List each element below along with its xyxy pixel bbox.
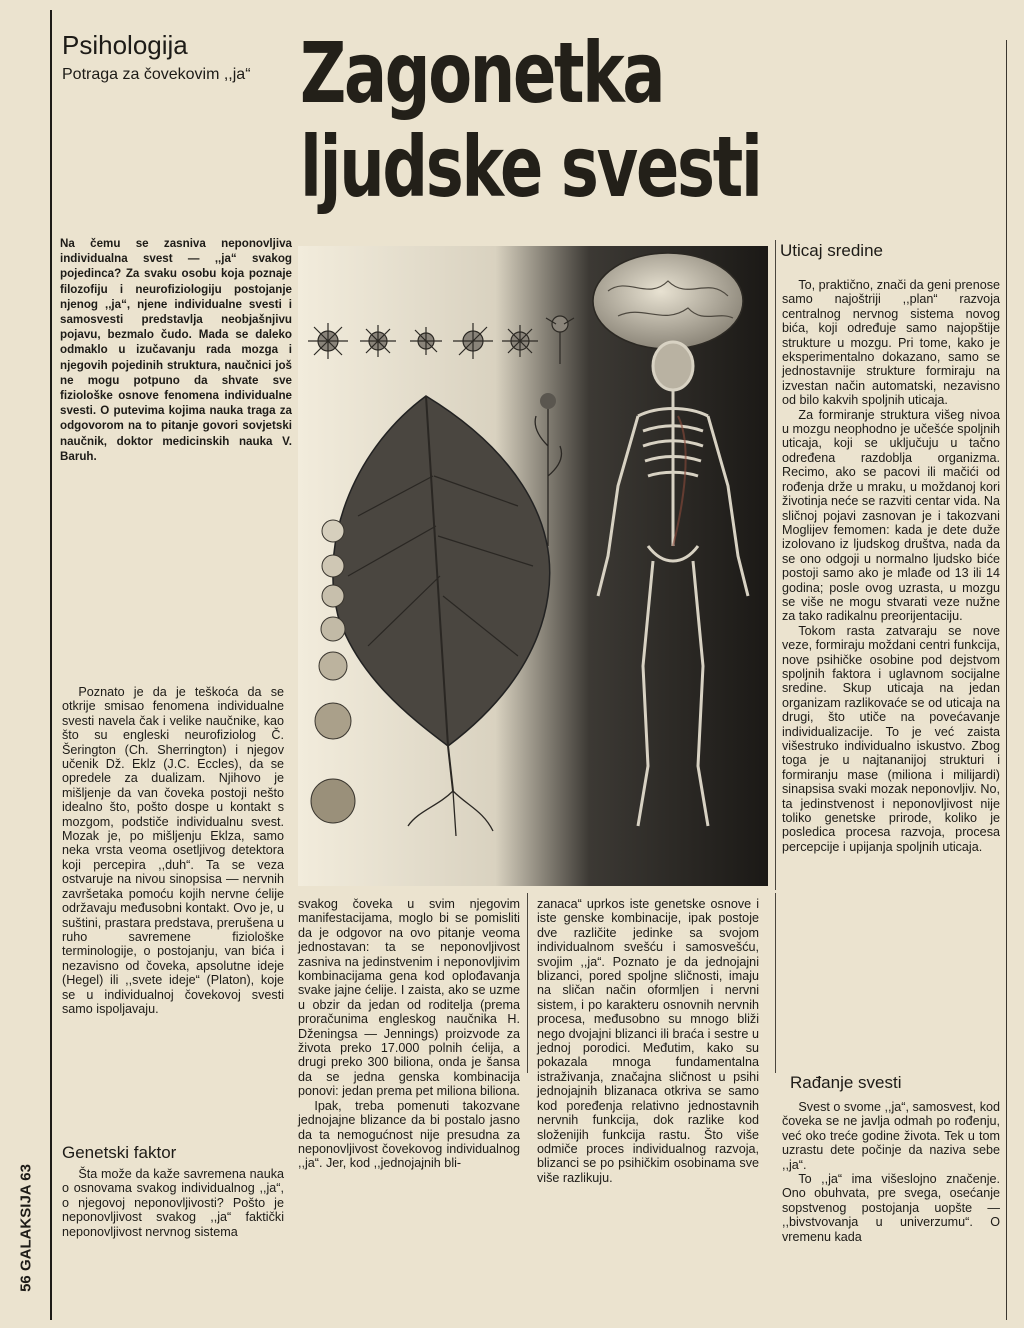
article-column (782, 278, 1000, 854)
paragraph: zanaca“ uprkos iste genetske osnove i iste genske kombinacije, ipak postoje dve različite jedinke sa svojom individualnom svešću i samosvešću, svojim ,,ja“. Poznato je da jednojajni blizanci, pored spoljne sličnosti, imaju na sličan način oformljen i nervni sistem, i po karakteru osnovnih nervnih procesa, međusobno su mnogo bliži nego dvojajni blizanci ili braća i sestre u jednoj porodici. Međutim, kako su pokazala mnoga fundamentalna istraživanja, značajna sličnost u psihi jednojajnih blizanaca otkriva se samo kod poređenja relativno jednostavnih nervnih funkcija, dok razlike kod složenijih funkcija rastu. Što više odmiče proces individualnog razvoja, blizanci se po psihičkim osobinama sve više razlikuju. (537, 897, 759, 1185)
subheading: Rađanje svesti (790, 1073, 902, 1092)
subheading: Genetski faktor (62, 1143, 177, 1162)
article-column (537, 897, 759, 1185)
paragraph: To, praktično, znači da geni prenose samo najoštriji ,,plan“ razvoja centralnog nervnog sistema novog bića, koji određuje samo najopštije strukture u mozgu. Pri tome, kako je eksperimentalno dokazano, samo se jednostavnije strukture formiraju na izvestan način automatski, nezavisno od bilo kakvih spoljnih uticaja. (782, 278, 1000, 408)
article-column (782, 1100, 1000, 1244)
paragraph: Tokom rasta zatvaraju se nove veze, formiraju moždani centri funkcija, nove psihičke osobine pod dejstvom spoljnih faktora i uglavnom socijalne sredine. Skup uticaja na jedan organizam razlikovaće se od uticaja na drugi, što utiče na povećavanje individualizacije. To je već zaista višestruko individualno iskustvo. Zbog toga je u najtananijoj strukturi i formiranju mase (miliona i milijardi) sinapsisa svaki mozak neponovljiv. No, ta jedinstvenost i neponovljivost nije toliko genetske prirode, koliko je posledica procesa razvoja, procesa percepcije i upijanja spoljnih uticaja. (782, 623, 1000, 854)
headline-line: ljudske svesti (300, 118, 761, 216)
lead-paragraph: Na čemu se zasniva neponovljiva individualna svest — ,,ja“ svakog pojedinca? Za svaku osobu koja poznaje filozofiju i neurofiziologiju postojanje njenog ,,ja“, njene individualne svesti i samosvesti predstavlja neobjašnjivu pojavu, bezmalo čudo. Mada se daleko odmaklo u izučavanju rada mozga i njegovih pojedinih struktura, naučnici još ne mogu potpuno da shvate sve fiziološke osnove fenomena individualne svesti. O putevima kojima nauka traga za odgovorom na to pitanje govori sovjetski naučnik, doktor medicinskih nauka V. Baruh. (60, 237, 292, 463)
page-number-label: 56 GALAKSIJA 63 (17, 1164, 35, 1292)
article-subtitle: Potraga za čovekovim ,,ja“ (62, 66, 251, 83)
paragraph: Šta može da kaže savremena nauka o osnovama svakog individualnog ,,ja“, o njegovoj neponovljivosti? Pošto je neponovljivost svakog ,,ja“ faktički neponovljivost nervnog sistema (62, 1167, 284, 1239)
plant-bud (540, 393, 556, 409)
column-rule (775, 240, 776, 890)
illustration-svg (298, 246, 768, 886)
paragraph: Poznato je da je teškoća da se otkrije smisao fenomena individualne svesti navela čak i velike naučnike, kao što su engleski neurofiziolog Č. Šerington (Ch. Sherrington) i njegov učenik Dž. Eklz (J.C. Eccles), da se opredele za dualizam. Njihovo je mišljenje da van čoveka postoji nešto idealno što, pošto dospe u kontakt s mozgom, podstiče individualnu svest. Mozak je, po mišljenju Eklza, samo neka vrsta veoma osetljivog detektora koji percepira ,,duh“. Ta se veza ostvaruje na nivou sinopsisa — nervnih završetaka pomoću kojih nervne ćelije održavaju međusobni kontakt. Ovo je, u suštini, prastara predstava, prerušena u ruho savremene fiziološke terminologije, o postojanju, van bića i nezavisno od čoveka, apsolutne ideje (Hegel) ili ,,svete ideje“ (Platon), koje se u individualnoj čovekovoj svesti samo ispoljavaju. (62, 685, 284, 1016)
right-margin-rule (1006, 40, 1007, 1320)
article-illustration (298, 246, 768, 886)
article-headline (300, 24, 761, 216)
section-title: Psihologija (62, 30, 188, 60)
paragraph: Svest o svome ,,ja“, samosvest, kod čoveka se ne javlja odmah po rođenju, već oko treće godine života. Tek u tom uzrastu dete počinje da naziva sebe ,,ja“. (782, 1100, 1000, 1172)
paragraph: To ,,ja“ ima višeslojno značenje. Ono obuhvata, pre svega, osećanje sopstvenog postojanja uopšte — ,,bivstvovanja u univerzumu“. O vremenu kada (782, 1172, 1000, 1244)
column-rule (527, 893, 528, 1073)
article-column (298, 897, 520, 1171)
paragraph: Za formiranje struktura višeg nivoa u mozgu neophodno je učešće spoljnih uticaja, koji se uključuju u tačno određena razdoblja organizma. Recimo, ako se pacovi ili mačići od rođenja drže u mraku, u moždanoj kori životinja neće se razviti centar vida. Na sličnoj pojavi zasnovan je i takozvani Moglijev femomen: kada je dete duže izolovano iz ljudskog društva, nada da se ono odgoji u normalno ljudsko biće postoji samo ako je mlađe od 13 ili 14 godina; posle ovog uzrasta, u mozgu se više ne mogu stvarati veze nužne za tako radikalnu preorijentaciju. (782, 407, 1000, 624)
page-number-tag (2, 1138, 50, 1318)
headline-line: Zagonetka (300, 24, 664, 122)
article-column (62, 1167, 284, 1239)
article-column (62, 685, 284, 1016)
paragraph: Ipak, treba pomenuti takozvane jednojajne blizance da bi postalo jasno da ta nemogućnost nije presudna za neponovljivost čovekovog individualnog ,,ja“. Jer, kod ,,jednojajnih bli- (298, 1098, 520, 1171)
brain-drawing (593, 253, 743, 349)
subheading: Uticaj sredine (780, 241, 883, 260)
paragraph: svakog čoveka u svim njegovim manifestacijama, moglo bi se pomisliti da je odgovor na ovo pitanje veoma jednostavan: ta se neponovljivost zasniva na jedinstvenim i neponovljivim kombinacijama gena kod oplođavanja svake jajne ćelije. I zaista, ako se uzme u obzir da jedan od roditelja (prema proračunima engleskog naučnika H. Dženingsa — Jennings) proizvode za života preko 17.000 polnih ćelija, a drugi preko 300 biliona, onda je šansa da se jedna genska kombinacija ponovi: jedan prema pet miliona biliona. (298, 897, 520, 1099)
left-margin-rule (50, 10, 52, 1320)
column-rule (775, 893, 776, 1073)
